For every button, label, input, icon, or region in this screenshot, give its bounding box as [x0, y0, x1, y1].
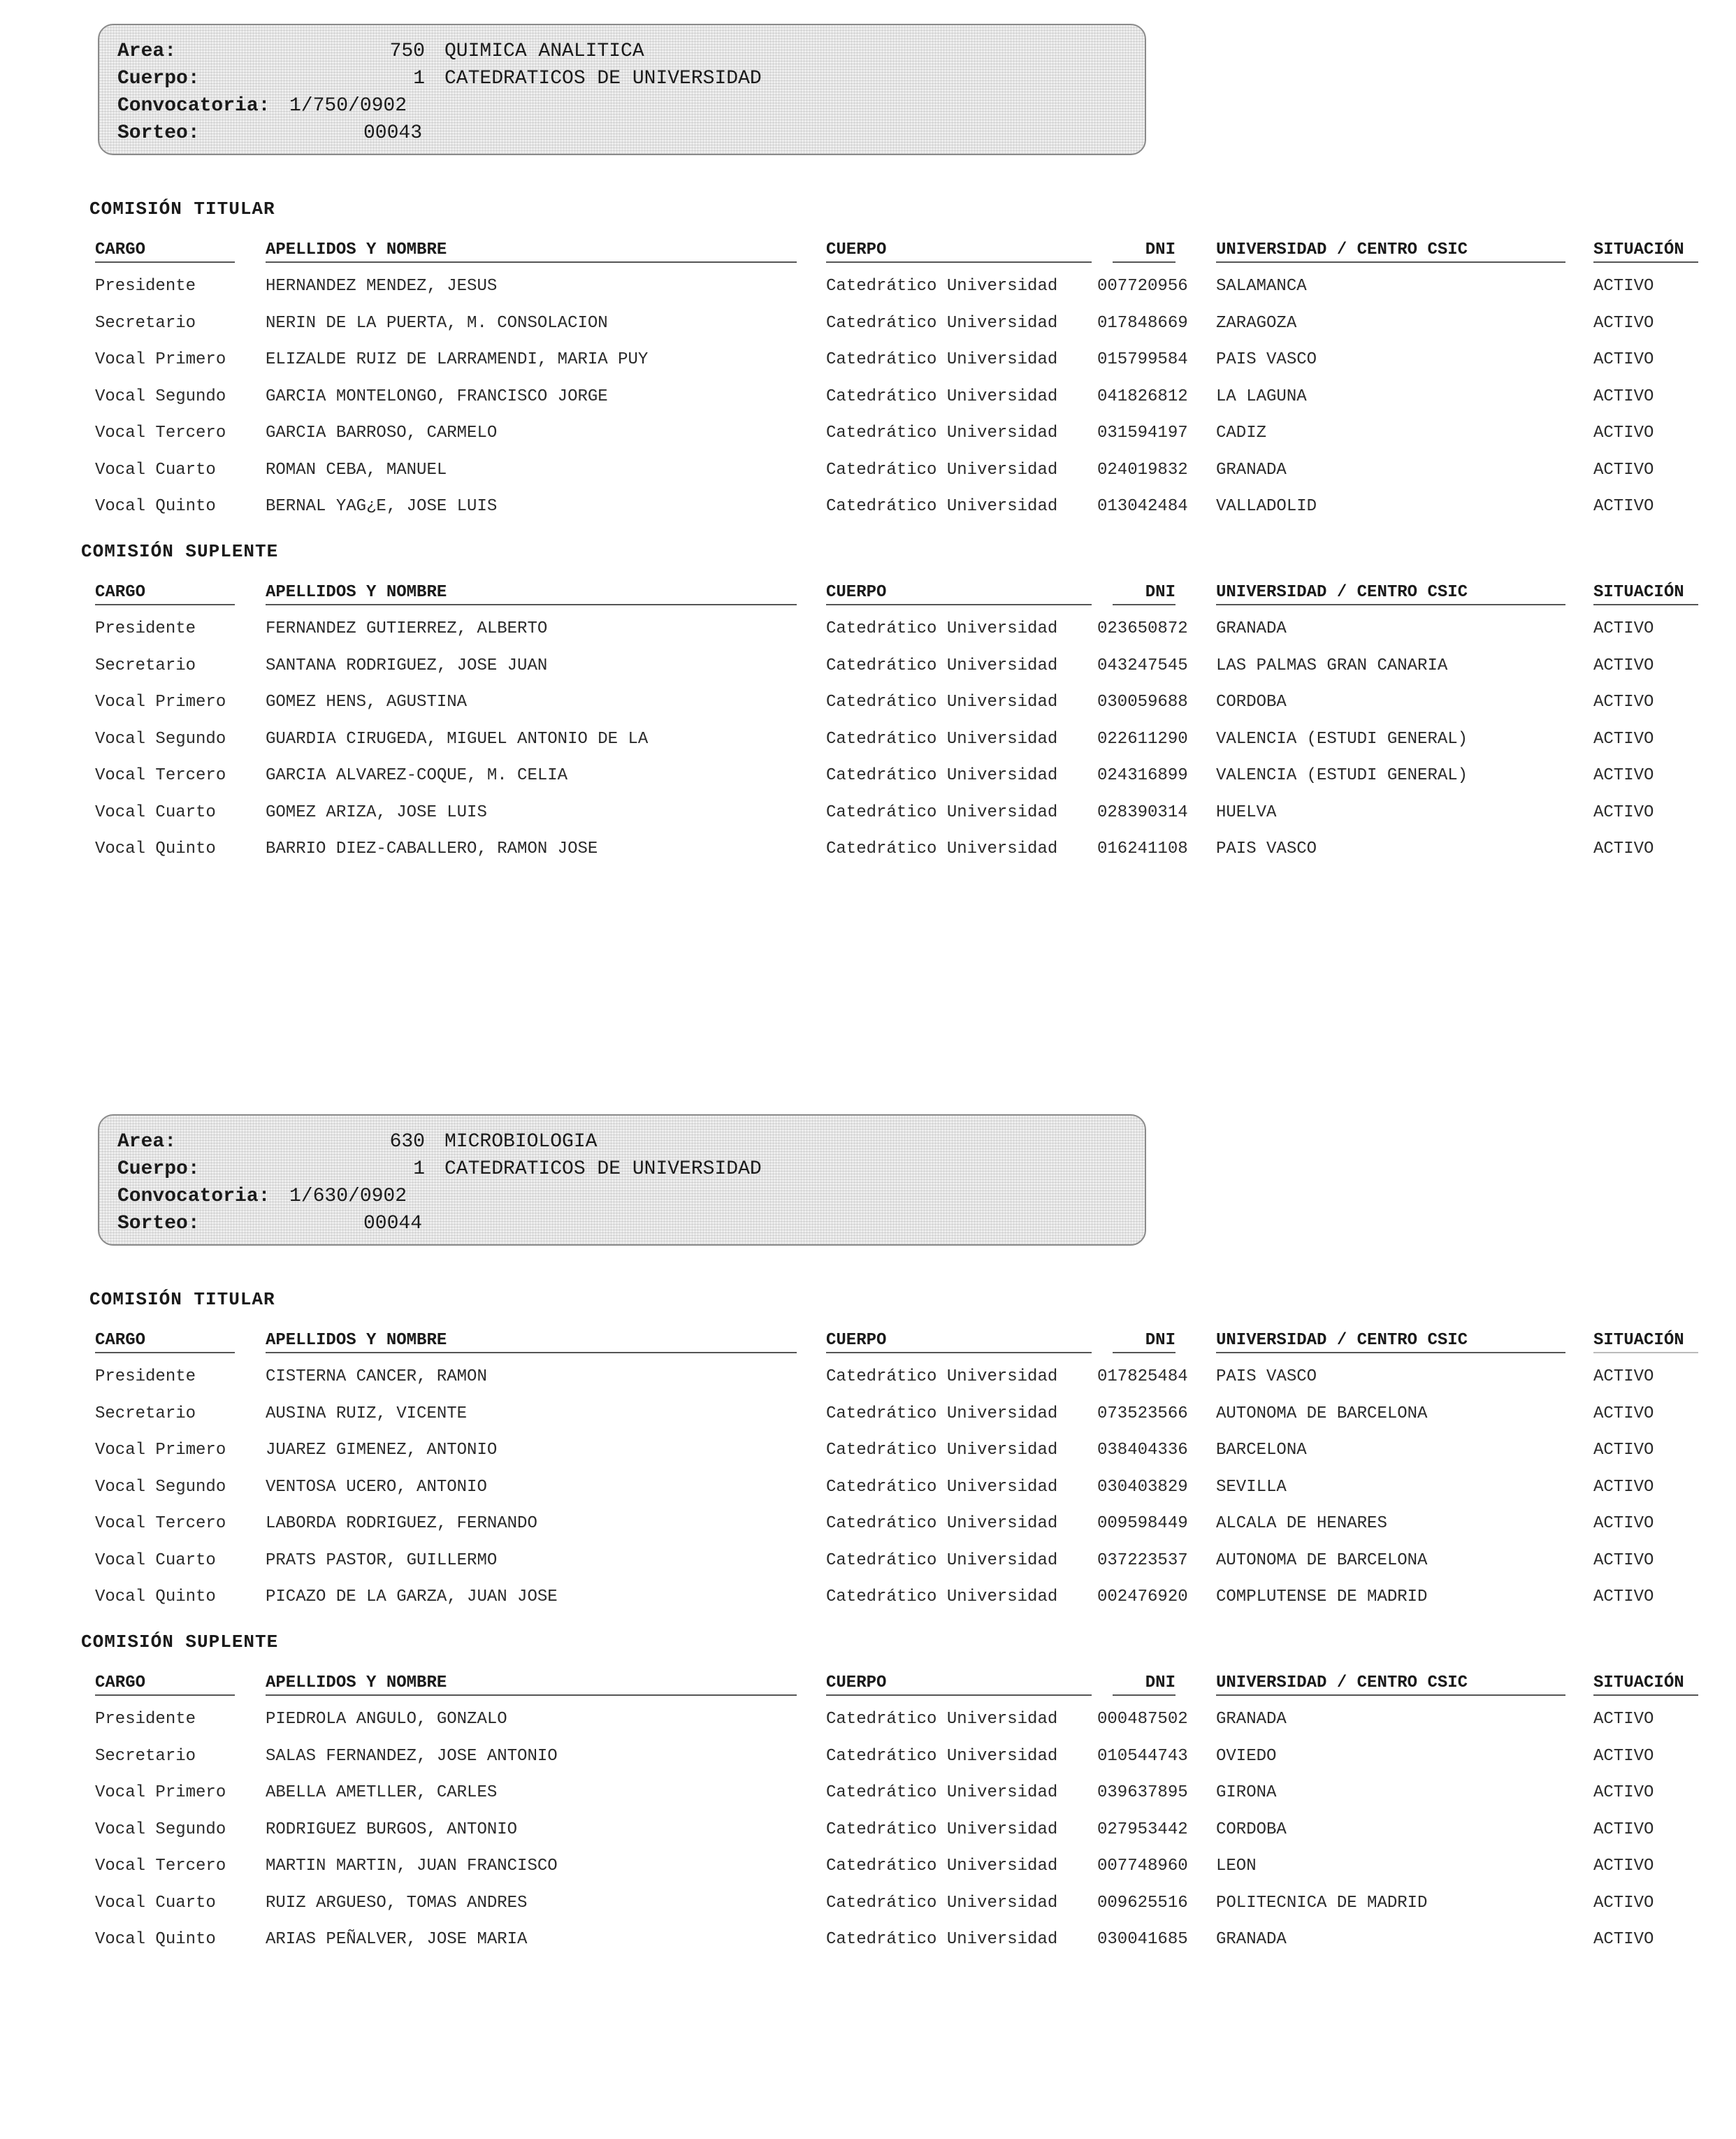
cell-universidad: OVIEDO: [1216, 1746, 1277, 1766]
cell-cargo: Vocal Quinto: [95, 497, 216, 516]
cell-cargo: Vocal Segundo: [95, 729, 226, 749]
cell-universidad: CORDOBA: [1216, 693, 1287, 712]
cell-dni: 037223537: [1097, 1550, 1188, 1570]
cell-nombre: PIEDROLA ANGULO, GONZALO: [266, 1710, 507, 1729]
header-label-sorteo: Sorteo:: [117, 122, 200, 144]
table-row: [0, 496, 1736, 518]
table-row: [0, 1892, 1736, 1915]
header-value-area: 630: [389, 1131, 425, 1153]
cell-cuerpo: Catedrático Universidad: [826, 460, 1058, 480]
header-label-cuerpo: Cuerpo:: [117, 1158, 200, 1180]
cell-situacion: ACTIVO: [1593, 619, 1654, 638]
cell-cuerpo: Catedrático Universidad: [826, 1587, 1058, 1606]
cell-cuerpo: Catedrático Universidad: [826, 350, 1058, 369]
cell-nombre: GOMEZ ARIZA, JOSE LUIS: [266, 802, 487, 822]
cell-universidad: POLITECNICA DE MADRID: [1216, 1893, 1428, 1913]
cell-cargo: Presidente: [95, 1710, 196, 1729]
cell-situacion: ACTIVO: [1593, 1710, 1654, 1729]
table-row: [0, 1745, 1736, 1768]
table-row: [0, 728, 1736, 751]
cell-cuerpo: Catedrático Universidad: [826, 1477, 1058, 1497]
cell-situacion: ACTIVO: [1593, 1820, 1654, 1839]
cell-cargo: Vocal Cuarto: [95, 802, 216, 822]
cell-cargo: Vocal Segundo: [95, 1820, 226, 1839]
cell-situacion: ACTIVO: [1593, 497, 1654, 516]
cell-situacion: ACTIVO: [1593, 1783, 1654, 1802]
column-header-cuerpo: CUERPO: [826, 1672, 1092, 1696]
cell-nombre: PRATS PASTOR, GUILLERMO: [266, 1550, 498, 1570]
cell-cargo: Presidente: [95, 1367, 196, 1386]
cell-cuerpo: Catedrático Universidad: [826, 387, 1058, 406]
cell-dni: 038404336: [1097, 1441, 1188, 1460]
cell-cuerpo: Catedrático Universidad: [826, 729, 1058, 749]
cell-universidad: SEVILLA: [1216, 1477, 1287, 1497]
cell-cargo: Vocal Tercero: [95, 424, 226, 442]
cell-cuerpo: Catedrático Universidad: [826, 619, 1058, 638]
cell-universidad: HUELVA: [1216, 802, 1277, 822]
header-label-area: Area:: [117, 1131, 177, 1153]
table-row: [0, 1855, 1736, 1878]
cell-cargo: Presidente: [95, 619, 196, 638]
cell-cuerpo: Catedrático Universidad: [826, 1404, 1058, 1423]
section-title-titular: COMISIÓN TITULAR: [89, 199, 275, 219]
cell-universidad: GRANADA: [1216, 460, 1287, 480]
cell-nombre: ABELLA AMETLLER, CARLES: [266, 1783, 498, 1802]
cell-situacion: ACTIVO: [1593, 277, 1654, 296]
cell-cargo: Vocal Cuarto: [95, 1893, 216, 1913]
cell-cuerpo: Catedrático Universidad: [826, 840, 1058, 858]
cell-dni: 010544743: [1097, 1746, 1188, 1766]
cell-cuerpo: Catedrático Universidad: [826, 277, 1058, 296]
cell-nombre: SANTANA RODRIGUEZ, JOSE JUAN: [266, 656, 548, 675]
cell-dni: 024019832: [1097, 460, 1188, 480]
cell-dni: 041826812: [1097, 387, 1188, 406]
header-row-cuerpo: [117, 65, 1124, 93]
cell-universidad: CADIZ: [1216, 424, 1267, 442]
column-header-universidad: UNIVERSIDAD / CENTRO CSIC: [1216, 239, 1565, 263]
cell-universidad: GRANADA: [1216, 1710, 1287, 1729]
cell-nombre: BARRIO DIEZ-CABALLERO, RAMON JOSE: [266, 840, 598, 858]
cell-nombre: RUIZ ARGUESO, TOMAS ANDRES: [266, 1893, 528, 1913]
column-header-cargo: CARGO: [95, 1330, 235, 1353]
cell-situacion: ACTIVO: [1593, 1746, 1654, 1766]
table-row: [0, 1708, 1736, 1731]
cell-nombre: ELIZALDE RUIZ DE LARRAMENDI, MARIA PUY: [266, 350, 649, 369]
header-box: [98, 1114, 1146, 1246]
cell-universidad: GIRONA: [1216, 1783, 1277, 1802]
column-header-situacion: SITUACIÓN: [1593, 1330, 1698, 1353]
cell-situacion: ACTIVO: [1593, 1893, 1654, 1913]
cell-dni: 007748960: [1097, 1857, 1188, 1875]
column-header-cargo: CARGO: [95, 582, 235, 605]
cell-nombre: JUAREZ GIMENEZ, ANTONIO: [266, 1441, 498, 1460]
cell-cuerpo: Catedrático Universidad: [826, 424, 1058, 442]
cell-cuerpo: Catedrático Universidad: [826, 497, 1058, 516]
header-label-area: Area:: [117, 41, 177, 62]
cell-nombre: RODRIGUEZ BURGOS, ANTONIO: [266, 1820, 518, 1839]
cell-universidad: SALAMANCA: [1216, 277, 1307, 296]
cell-dni: 013042484: [1097, 497, 1188, 516]
column-header-dni: DNI: [1113, 239, 1176, 263]
table-row: [0, 1513, 1736, 1535]
cell-nombre: SALAS FERNANDEZ, JOSE ANTONIO: [266, 1746, 558, 1766]
table-row: [0, 1366, 1736, 1388]
cell-universidad: PAIS VASCO: [1216, 840, 1317, 858]
column-header-cuerpo: CUERPO: [826, 239, 1092, 263]
column-header-cargo: CARGO: [95, 239, 235, 263]
committee-block: [0, 1090, 1736, 2139]
cell-cuerpo: Catedrático Universidad: [826, 802, 1058, 822]
cell-cargo: Vocal Segundo: [95, 1477, 226, 1497]
table-row: [0, 691, 1736, 714]
cell-dni: 017825484: [1097, 1367, 1188, 1386]
cell-cuerpo: Catedrático Universidad: [826, 1441, 1058, 1460]
cell-universidad: LA LAGUNA: [1216, 387, 1307, 406]
cell-cargo: Vocal Quinto: [95, 840, 216, 858]
cell-dni: 073523566: [1097, 1404, 1188, 1423]
cell-situacion: ACTIVO: [1593, 1477, 1654, 1497]
cell-universidad: LAS PALMAS GRAN CANARIA: [1216, 656, 1448, 675]
table-row: [0, 765, 1736, 787]
cell-situacion: ACTIVO: [1593, 693, 1654, 712]
header-row-area: [117, 38, 1124, 66]
header-label-convocatoria: Convocatoria:: [117, 1186, 270, 1207]
cell-nombre: NERIN DE LA PUERTA, M. CONSOLACION: [266, 313, 608, 333]
cell-nombre: GARCIA ALVAREZ-COQUE, M. CELIA: [266, 766, 568, 785]
cell-dni: 015799584: [1097, 350, 1188, 369]
cell-dni: 000487502: [1097, 1710, 1188, 1729]
cell-cargo: Vocal Quinto: [95, 1587, 216, 1606]
cell-dni: 023650872: [1097, 619, 1188, 638]
cell-universidad: VALLADOLID: [1216, 497, 1317, 516]
cell-cuerpo: Catedrático Universidad: [826, 1746, 1058, 1766]
cell-dni: 007720956: [1097, 277, 1188, 296]
table-row: [0, 312, 1736, 335]
cell-situacion: ACTIVO: [1593, 460, 1654, 480]
table-row: [0, 386, 1736, 408]
cell-universidad: CORDOBA: [1216, 1820, 1287, 1839]
cell-cargo: Secretario: [95, 313, 196, 333]
column-header-nombre: APELLIDOS Y NOMBRE: [266, 1672, 797, 1696]
cell-situacion: ACTIVO: [1593, 1587, 1654, 1606]
cell-cargo: Vocal Tercero: [95, 766, 226, 785]
cell-universidad: GRANADA: [1216, 619, 1287, 638]
section-title-suplente: COMISIÓN SUPLENTE: [81, 1632, 279, 1652]
table-row: [0, 618, 1736, 640]
cell-situacion: ACTIVO: [1593, 1550, 1654, 1570]
table-row: [0, 1929, 1736, 1951]
cell-situacion: ACTIVO: [1593, 802, 1654, 822]
cell-dni: 024316899: [1097, 766, 1188, 785]
cell-universidad: VALENCIA (ESTUDI GENERAL): [1216, 729, 1468, 749]
cell-dni: 002476920: [1097, 1587, 1188, 1606]
cell-dni: 030403829: [1097, 1477, 1188, 1497]
cell-cuerpo: Catedrático Universidad: [826, 1514, 1058, 1533]
column-header-cuerpo: CUERPO: [826, 1330, 1092, 1353]
cell-cargo: Secretario: [95, 656, 196, 675]
cell-nombre: GOMEZ HENS, AGUSTINA: [266, 693, 468, 712]
cell-nombre: GARCIA MONTELONGO, FRANCISCO JORGE: [266, 387, 608, 406]
cell-universidad: ZARAGOZA: [1216, 313, 1297, 333]
column-header-nombre: APELLIDOS Y NOMBRE: [266, 1330, 797, 1353]
cell-cargo: Secretario: [95, 1746, 196, 1766]
cell-situacion: ACTIVO: [1593, 1441, 1654, 1460]
cell-situacion: ACTIVO: [1593, 1367, 1654, 1386]
cell-universidad: PAIS VASCO: [1216, 1367, 1317, 1386]
header-label-sorteo: Sorteo:: [117, 1213, 200, 1234]
column-header-dni: DNI: [1113, 1672, 1176, 1696]
cell-nombre: GARCIA BARROSO, CARMELO: [266, 424, 498, 442]
header-label-cuerpo: Cuerpo:: [117, 68, 200, 89]
cell-dni: 009625516: [1097, 1893, 1188, 1913]
cell-nombre: PICAZO DE LA GARZA, JUAN JOSE: [266, 1587, 558, 1606]
cell-situacion: ACTIVO: [1593, 1930, 1654, 1949]
header-row-convocatoria: [117, 1183, 1124, 1211]
cell-cargo: Vocal Cuarto: [95, 460, 216, 480]
column-header-dni: DNI: [1113, 582, 1176, 605]
cell-dni: 016241108: [1097, 840, 1188, 858]
header-row-convocatoria: [117, 92, 1124, 120]
column-header-universidad: UNIVERSIDAD / CENTRO CSIC: [1216, 1672, 1565, 1696]
cell-cargo: Secretario: [95, 1404, 196, 1423]
table-row: [0, 1439, 1736, 1462]
header-value-convocatoria: 1/630/0902: [289, 1186, 407, 1207]
table-row: [0, 1586, 1736, 1608]
table-row: [0, 1476, 1736, 1499]
column-header-universidad: UNIVERSIDAD / CENTRO CSIC: [1216, 582, 1565, 605]
cell-situacion: ACTIVO: [1593, 840, 1654, 858]
cell-dni: 031594197: [1097, 424, 1188, 442]
table-row: [0, 655, 1736, 677]
column-header-situacion: SITUACIÓN: [1593, 582, 1698, 605]
cell-cargo: Vocal Quinto: [95, 1930, 216, 1949]
cell-cuerpo: Catedrático Universidad: [826, 1367, 1058, 1386]
cell-dni: 022611290: [1097, 729, 1188, 749]
header-value-sorteo: 00044: [363, 1213, 423, 1234]
cell-cuerpo: Catedrático Universidad: [826, 313, 1058, 333]
column-header-nombre: APELLIDOS Y NOMBRE: [266, 582, 797, 605]
cell-cargo: Vocal Segundo: [95, 387, 226, 406]
cell-situacion: ACTIVO: [1593, 1514, 1654, 1533]
cell-cuerpo: Catedrático Universidad: [826, 1930, 1058, 1949]
cell-dni: 017848669: [1097, 313, 1188, 333]
cell-situacion: ACTIVO: [1593, 1857, 1654, 1875]
column-header-cargo: CARGO: [95, 1672, 235, 1696]
cell-universidad: COMPLUTENSE DE MADRID: [1216, 1587, 1428, 1606]
table-row: [0, 459, 1736, 482]
cell-cargo: Vocal Tercero: [95, 1514, 226, 1533]
cell-nombre: LABORDA RODRIGUEZ, FERNANDO: [266, 1514, 537, 1533]
cell-situacion: ACTIVO: [1593, 350, 1654, 369]
header-value-sorteo: 00043: [363, 122, 423, 144]
cell-dni: 030041685: [1097, 1930, 1188, 1949]
header-label-convocatoria: Convocatoria:: [117, 95, 270, 117]
cell-universidad: ALCALA DE HENARES: [1216, 1514, 1387, 1533]
table-row: [0, 422, 1736, 445]
cell-dni: 043247545: [1097, 656, 1188, 675]
cell-nombre: MARTIN MARTIN, JUAN FRANCISCO: [266, 1857, 558, 1875]
cell-cuerpo: Catedrático Universidad: [826, 1783, 1058, 1802]
table-row: [0, 1782, 1736, 1804]
header-desc-area: MICROBIOLOGIA: [444, 1131, 598, 1153]
cell-universidad: GRANADA: [1216, 1930, 1287, 1949]
section-title-titular: COMISIÓN TITULAR: [89, 1289, 275, 1310]
header-row-cuerpo: [117, 1155, 1124, 1183]
table-row: [0, 1819, 1736, 1841]
column-header-dni: DNI: [1113, 1330, 1176, 1353]
cell-cuerpo: Catedrático Universidad: [826, 1857, 1058, 1875]
header-value-convocatoria: 1/750/0902: [289, 95, 407, 117]
header-value-area: 750: [389, 41, 425, 62]
cell-cuerpo: Catedrático Universidad: [826, 766, 1058, 785]
cell-cargo: Vocal Primero: [95, 350, 226, 369]
cell-situacion: ACTIVO: [1593, 424, 1654, 442]
cell-cargo: Vocal Cuarto: [95, 1550, 216, 1570]
cell-universidad: LEON: [1216, 1857, 1257, 1875]
cell-universidad: AUTONOMA DE BARCELONA: [1216, 1550, 1428, 1570]
cell-cuerpo: Catedrático Universidad: [826, 1820, 1058, 1839]
committee-block: [0, 0, 1736, 1049]
cell-dni: 028390314: [1097, 802, 1188, 822]
cell-dni: 030059688: [1097, 693, 1188, 712]
column-header-situacion: SITUACIÓN: [1593, 1672, 1698, 1696]
cell-cargo: Presidente: [95, 277, 196, 296]
cell-situacion: ACTIVO: [1593, 387, 1654, 406]
cell-nombre: HERNANDEZ MENDEZ, JESUS: [266, 277, 498, 296]
table-row: [0, 1550, 1736, 1572]
cell-cargo: Vocal Tercero: [95, 1857, 226, 1875]
cell-nombre: ARIAS PEÑALVER, JOSE MARIA: [266, 1930, 528, 1949]
cell-nombre: BERNAL YAG¿E, JOSE LUIS: [266, 497, 498, 516]
header-box: [98, 24, 1146, 155]
cell-nombre: GUARDIA CIRUGEDA, MIGUEL ANTONIO DE LA: [266, 729, 649, 749]
cell-universidad: PAIS VASCO: [1216, 350, 1317, 369]
column-header-situacion: SITUACIÓN: [1593, 239, 1698, 263]
cell-nombre: AUSINA RUIZ, VICENTE: [266, 1404, 468, 1423]
cell-situacion: ACTIVO: [1593, 313, 1654, 333]
cell-nombre: VENTOSA UCERO, ANTONIO: [266, 1477, 487, 1497]
cell-cuerpo: Catedrático Universidad: [826, 1893, 1058, 1913]
cell-situacion: ACTIVO: [1593, 766, 1654, 785]
header-desc-cuerpo: CATEDRATICOS DE UNIVERSIDAD: [444, 68, 762, 89]
section-title-suplente: COMISIÓN SUPLENTE: [81, 541, 279, 562]
column-header-universidad: UNIVERSIDAD / CENTRO CSIC: [1216, 1330, 1565, 1353]
header-value-cuerpo: 1: [413, 1158, 425, 1180]
cell-dni: 039637895: [1097, 1783, 1188, 1802]
header-value-cuerpo: 1: [413, 68, 425, 89]
cell-nombre: CISTERNA CANCER, RAMON: [266, 1367, 487, 1386]
cell-cuerpo: Catedrático Universidad: [826, 693, 1058, 712]
header-row-area: [117, 1128, 1124, 1156]
cell-cargo: Vocal Primero: [95, 1441, 226, 1460]
header-row-sorteo: [117, 1210, 1124, 1238]
cell-cargo: Vocal Primero: [95, 693, 226, 712]
header-row-sorteo: [117, 120, 1124, 147]
header-desc-area: QUIMICA ANALITICA: [444, 41, 644, 62]
cell-dni: 009598449: [1097, 1514, 1188, 1533]
header-desc-cuerpo: CATEDRATICOS DE UNIVERSIDAD: [444, 1158, 762, 1180]
cell-cargo: Vocal Primero: [95, 1783, 226, 1802]
cell-nombre: FERNANDEZ GUTIERREZ, ALBERTO: [266, 619, 548, 638]
table-row: [0, 349, 1736, 371]
table-row: [0, 1403, 1736, 1425]
cell-universidad: AUTONOMA DE BARCELONA: [1216, 1404, 1428, 1423]
cell-situacion: ACTIVO: [1593, 1404, 1654, 1423]
cell-dni: 027953442: [1097, 1820, 1188, 1839]
cell-situacion: ACTIVO: [1593, 656, 1654, 675]
table-row: [0, 802, 1736, 824]
cell-cuerpo: Catedrático Universidad: [826, 1550, 1058, 1570]
column-header-cuerpo: CUERPO: [826, 582, 1092, 605]
table-row: [0, 838, 1736, 860]
cell-cuerpo: Catedrático Universidad: [826, 656, 1058, 675]
cell-universidad: VALENCIA (ESTUDI GENERAL): [1216, 766, 1468, 785]
cell-cuerpo: Catedrático Universidad: [826, 1710, 1058, 1729]
column-header-nombre: APELLIDOS Y NOMBRE: [266, 239, 797, 263]
table-row: [0, 275, 1736, 298]
cell-universidad: BARCELONA: [1216, 1441, 1307, 1460]
cell-situacion: ACTIVO: [1593, 729, 1654, 749]
cell-nombre: ROMAN CEBA, MANUEL: [266, 460, 447, 480]
